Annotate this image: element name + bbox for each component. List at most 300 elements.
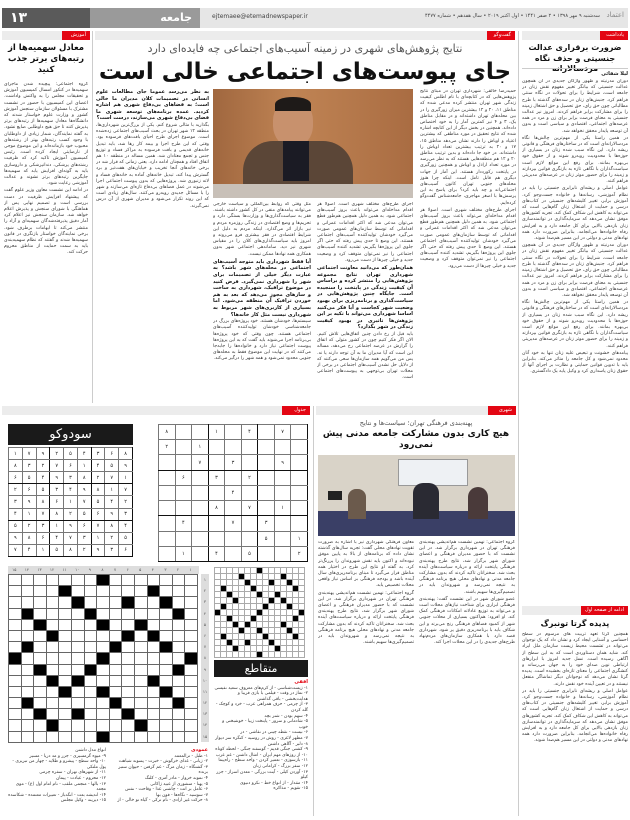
sudoku-cell[interactable]: ۲ bbox=[159, 440, 176, 455]
crossword-cell[interactable] bbox=[97, 698, 110, 709]
sudoku-cell[interactable] bbox=[258, 485, 275, 500]
crossword-cell[interactable] bbox=[71, 664, 84, 675]
crossword-cell[interactable] bbox=[172, 675, 185, 686]
sudoku-cell[interactable]: ۸ bbox=[159, 425, 176, 440]
crossword-cell[interactable] bbox=[97, 709, 110, 720]
sudoku-cell: ۴ bbox=[64, 484, 78, 496]
sudoku-cell[interactable] bbox=[225, 546, 242, 561]
crossword-cell[interactable] bbox=[122, 575, 135, 586]
sudoku-cell[interactable] bbox=[274, 516, 291, 531]
sudoku-cell[interactable] bbox=[192, 485, 209, 500]
sudoku-cell[interactable] bbox=[159, 546, 176, 561]
crossword-cell[interactable] bbox=[71, 720, 84, 731]
crossword-cell[interactable] bbox=[97, 630, 110, 641]
crossword-cell[interactable] bbox=[185, 731, 198, 742]
sudoku-cell: ۴ bbox=[105, 496, 119, 508]
crossword-cell[interactable] bbox=[9, 675, 22, 686]
paragraph: گروه اجتماعی: نهمین نشست هم‌اندیشی پهنه‌بندی فرهنگی تهران در شهرداری برگزار شد. در این نشست که با حضور مدیران فرهنگی و اعضای شورای شهر برگزار شد، نتایج طرح پهنه‌بندی فرهنگی پایتخت ارائه و درباره سیاست‌های آینده بحث شد. سخنرانان تاکید کردند که بدون مشارکت جامعه مدنی و نهادهای محلی هیچ برنامه فرهنگی به نتیجه نمی‌رسد و شهروندان باید در تصمیم‌گیری‌ها سهیم باشند. bbox=[318, 590, 414, 646]
sudoku-cell[interactable] bbox=[274, 440, 291, 455]
sudoku-cell[interactable]: ۸ bbox=[208, 501, 225, 516]
crossword-cell[interactable] bbox=[84, 642, 97, 653]
sudoku-cell[interactable] bbox=[175, 440, 192, 455]
crossword-cell[interactable] bbox=[59, 698, 72, 709]
section-label: ادامه از صفحه اول bbox=[581, 606, 628, 615]
crossword-black-cell bbox=[97, 686, 110, 697]
sudoku-cell[interactable] bbox=[291, 440, 308, 455]
crossword-cell[interactable] bbox=[160, 731, 173, 742]
crossword-cell[interactable] bbox=[71, 686, 84, 697]
sudoku-cell[interactable]: ۲ bbox=[291, 546, 308, 561]
crossword-cell[interactable] bbox=[59, 597, 72, 608]
crossword-cell[interactable] bbox=[109, 675, 122, 686]
sudoku-cell[interactable] bbox=[225, 501, 242, 516]
crossword-cell[interactable] bbox=[84, 686, 97, 697]
crossword-cell[interactable] bbox=[160, 630, 173, 641]
sudoku-cell[interactable] bbox=[258, 470, 275, 485]
crossword-cell[interactable] bbox=[84, 575, 97, 586]
crossword-cell[interactable] bbox=[172, 731, 185, 742]
crossword-cell[interactable] bbox=[34, 608, 47, 619]
crossword-cell[interactable] bbox=[185, 597, 198, 608]
crossword-cell[interactable] bbox=[84, 630, 97, 641]
sudoku-cell: ۴ bbox=[77, 448, 91, 460]
sudoku-cell[interactable] bbox=[241, 516, 258, 531]
clue: ۱۴- اندیشه بعت - انگه‌باز - تعبیرات معتمده - شکاسده bbox=[8, 792, 106, 798]
crossword-cell[interactable] bbox=[122, 653, 135, 664]
sudoku-cell[interactable]: ۱ bbox=[208, 425, 225, 440]
sudoku-cell[interactable] bbox=[225, 470, 242, 485]
crossword-cell[interactable] bbox=[122, 675, 135, 686]
crossword-black-cell bbox=[134, 720, 147, 731]
sudoku-cell[interactable]: ۳ bbox=[225, 455, 242, 470]
crossword-cell[interactable] bbox=[21, 575, 34, 586]
crossword-cell[interactable] bbox=[147, 686, 160, 697]
crossword-cell[interactable] bbox=[21, 597, 34, 608]
crossword-cell[interactable] bbox=[21, 731, 34, 742]
sudoku-cell[interactable] bbox=[159, 531, 176, 546]
sudoku-cell[interactable]: ۷ bbox=[274, 425, 291, 440]
crossword-cell[interactable] bbox=[21, 653, 34, 664]
sudoku-cell[interactable] bbox=[175, 531, 192, 546]
sudoku-cell: ۲ bbox=[36, 460, 50, 472]
crossword-cell[interactable] bbox=[134, 608, 147, 619]
crossword-cell[interactable] bbox=[109, 630, 122, 641]
section-label: گفت‌وگو bbox=[487, 31, 515, 40]
crossword-cell[interactable] bbox=[59, 720, 72, 731]
crossword-cell[interactable] bbox=[147, 653, 160, 664]
crossword-cell[interactable] bbox=[59, 731, 72, 742]
sudoku-cell: ۲ bbox=[91, 472, 105, 484]
crossword-cell[interactable] bbox=[46, 686, 59, 697]
crossword-cell[interactable] bbox=[71, 731, 84, 742]
crossword-cell[interactable] bbox=[122, 642, 135, 653]
crossword-cell[interactable] bbox=[71, 586, 84, 597]
sudoku-cell[interactable] bbox=[291, 501, 308, 516]
sudoku-cell[interactable]: ۴ bbox=[208, 546, 225, 561]
crossword-cell[interactable] bbox=[97, 608, 110, 619]
sudoku-cell[interactable] bbox=[241, 485, 258, 500]
crossword-cell[interactable] bbox=[9, 597, 22, 608]
label-bar-education bbox=[2, 31, 90, 40]
crossword-cell[interactable] bbox=[109, 664, 122, 675]
crossword-cell[interactable] bbox=[84, 675, 97, 686]
crossword-cell[interactable] bbox=[172, 709, 185, 720]
crossword-cell[interactable] bbox=[109, 686, 122, 697]
sudoku-cell[interactable] bbox=[241, 531, 258, 546]
crossword-cell[interactable] bbox=[71, 575, 84, 586]
sudoku-cell: ۲ bbox=[22, 520, 36, 532]
crossword-cell[interactable] bbox=[9, 720, 22, 731]
sudoku-cell[interactable] bbox=[258, 440, 275, 455]
crossword-cell[interactable] bbox=[122, 608, 135, 619]
sudoku-cell[interactable] bbox=[159, 455, 176, 470]
crossword-cell[interactable] bbox=[109, 709, 122, 720]
crossword-cell[interactable] bbox=[71, 630, 84, 641]
crossword-cell[interactable] bbox=[97, 675, 110, 686]
sudoku-cell: ۳ bbox=[91, 448, 105, 460]
sudoku-cell[interactable] bbox=[225, 531, 242, 546]
sudoku-cell[interactable] bbox=[274, 531, 291, 546]
crossword-cell[interactable] bbox=[147, 709, 160, 720]
crossword-cell[interactable] bbox=[97, 642, 110, 653]
crossword-cell[interactable] bbox=[172, 575, 185, 586]
crossword-cell[interactable] bbox=[134, 653, 147, 664]
crossword-cell[interactable] bbox=[147, 698, 160, 709]
sudoku-cell[interactable]: ۹ bbox=[274, 455, 291, 470]
crossword-cell[interactable] bbox=[21, 675, 34, 686]
crossword-cell[interactable] bbox=[109, 575, 122, 586]
sudoku-cell[interactable]: ۴ bbox=[225, 485, 242, 500]
crossword-cell[interactable] bbox=[160, 653, 173, 664]
sudoku-cell[interactable]: ۱ bbox=[291, 531, 308, 546]
crossword-cell[interactable] bbox=[185, 686, 198, 697]
crossword-cell[interactable] bbox=[59, 664, 72, 675]
crossword-cell[interactable] bbox=[9, 731, 22, 742]
sudoku-cell[interactable] bbox=[258, 455, 275, 470]
crossword-cell[interactable] bbox=[59, 608, 72, 619]
crossword-cell[interactable] bbox=[185, 709, 198, 720]
crossword-cell[interactable] bbox=[97, 720, 110, 731]
sudoku-cell[interactable]: ۷ bbox=[225, 516, 242, 531]
sudoku-cell[interactable] bbox=[208, 516, 225, 531]
sudoku-cell[interactable] bbox=[159, 516, 176, 531]
crossword-cell[interactable] bbox=[172, 630, 185, 641]
sudoku-cell[interactable] bbox=[291, 455, 308, 470]
crossword-cell[interactable] bbox=[172, 642, 185, 653]
sudoku-cell[interactable]: ۵ bbox=[258, 531, 275, 546]
crossword-cell[interactable] bbox=[172, 720, 185, 731]
crossword-cell[interactable] bbox=[134, 698, 147, 709]
crossword-cell[interactable] bbox=[172, 597, 185, 608]
sudoku-puzzle-grid[interactable] bbox=[158, 424, 308, 562]
paragraph: گروه اجتماعی: پیچیده شدن ماجرای سهمیه‌ها در کنکور امسال کمیسیون آموزش و تحقیقات مجلس را به واکنش واداشت. اعضای این کمیسیون با حضور در نشست مشترک با مسئولان سازمان سنجش آموزش کشور و وزارت علوم خواستار شدند که دانشگاه‌ها معادل سهمیه‌ها از رتبه‌های برتر پذیرش کنند تا حق هیچ داوطلبی ضایع نشود. به گفته نمایندگان، شمار زیادی از داوطلبان با وجود کسب رتبه‌های بهتر از رشته‌های محبوب خود بازمانده‌اند و این موضوع موجی از نارضایتی ایجاد کرده است. رئیس کمیسیون آموزش تاکید کرد که ظرفیت رشته‌های پزشکی، دندانپزشکی و داروسازی باید به گونه‌ای افزایش یابد که سهمیه‌ها جایگزین رتبه‌های برتر نشوند و عدالت آموزشی رعایت شود. bbox=[4, 82, 88, 187]
crossword-cell[interactable] bbox=[34, 720, 47, 731]
crossword-cell[interactable] bbox=[160, 575, 173, 586]
sudoku-cell[interactable] bbox=[159, 501, 176, 516]
crossword-cell[interactable] bbox=[185, 664, 198, 675]
sudoku-cell[interactable] bbox=[291, 485, 308, 500]
crossword-cell[interactable] bbox=[122, 720, 135, 731]
sudoku-cell[interactable] bbox=[291, 470, 308, 485]
crossword-cell[interactable] bbox=[134, 686, 147, 697]
crossword-cell[interactable] bbox=[109, 586, 122, 597]
sudoku-cell[interactable] bbox=[274, 546, 291, 561]
sudoku-cell[interactable]: ۱ bbox=[175, 546, 192, 561]
crossword-cell[interactable] bbox=[122, 731, 135, 742]
crossword-cell[interactable] bbox=[160, 720, 173, 731]
crossword-cell[interactable] bbox=[9, 630, 22, 641]
crossword-cell[interactable] bbox=[46, 619, 59, 630]
crossword-cell[interactable] bbox=[84, 731, 97, 742]
sudoku-cell[interactable]: ۱ bbox=[274, 501, 291, 516]
crossword-cell[interactable] bbox=[97, 664, 110, 675]
crossword-cell[interactable] bbox=[185, 675, 198, 686]
crossword-cell[interactable] bbox=[21, 664, 34, 675]
crossword-cell[interactable] bbox=[160, 586, 173, 597]
sudoku-cell[interactable] bbox=[258, 546, 275, 561]
crossword-cell[interactable] bbox=[84, 619, 97, 630]
sudoku-cell[interactable] bbox=[159, 470, 176, 485]
sudoku-cell: ۵ bbox=[22, 472, 36, 484]
sudoku-cell[interactable]: ۷ bbox=[241, 501, 258, 516]
crossword-cell[interactable] bbox=[71, 608, 84, 619]
crossword-cell[interactable] bbox=[46, 586, 59, 597]
crossword-cell[interactable] bbox=[59, 709, 72, 720]
crossword-cell[interactable] bbox=[134, 731, 147, 742]
crossword-cell[interactable] bbox=[59, 653, 72, 664]
crossword-cell[interactable] bbox=[59, 575, 72, 586]
crossword-cell[interactable] bbox=[34, 586, 47, 597]
crossword-cell[interactable] bbox=[21, 709, 34, 720]
crossword-cell[interactable] bbox=[34, 686, 47, 697]
sudoku-cell[interactable] bbox=[208, 531, 225, 546]
crossword-cell[interactable] bbox=[59, 675, 72, 686]
crossword-cell[interactable] bbox=[172, 586, 185, 597]
crossword-cell[interactable] bbox=[34, 575, 47, 586]
crossword-cell[interactable] bbox=[9, 698, 22, 709]
sudoku-cell[interactable] bbox=[175, 455, 192, 470]
crossword-cell[interactable] bbox=[46, 642, 59, 653]
sudoku-cell[interactable] bbox=[159, 485, 176, 500]
crossword-cell[interactable] bbox=[147, 575, 160, 586]
crossword-cell[interactable] bbox=[71, 619, 84, 630]
sudoku-cell[interactable]: ۵ bbox=[241, 546, 258, 561]
sudoku-cell[interactable] bbox=[175, 485, 192, 500]
sudoku-cell[interactable] bbox=[192, 516, 209, 531]
crossword-cell[interactable] bbox=[134, 630, 147, 641]
crossword-cell[interactable] bbox=[21, 586, 34, 597]
crossword-cell[interactable] bbox=[134, 675, 147, 686]
crossword-cell[interactable] bbox=[46, 653, 59, 664]
sudoku-cell[interactable] bbox=[175, 425, 192, 440]
crossword-cell[interactable] bbox=[122, 619, 135, 630]
crossword-cell[interactable] bbox=[185, 642, 198, 653]
sudoku-cell[interactable] bbox=[225, 440, 242, 455]
crossword-cell[interactable] bbox=[71, 642, 84, 653]
crossword-cell[interactable] bbox=[21, 630, 34, 641]
clue: انواع مدل داشتن bbox=[75, 748, 106, 753]
crossword-cell[interactable] bbox=[9, 619, 22, 630]
crossword-cell[interactable] bbox=[9, 664, 22, 675]
article-body bbox=[318, 540, 515, 816]
crossword-cell[interactable] bbox=[134, 664, 147, 675]
crossword-cell[interactable] bbox=[147, 642, 160, 653]
crossword-cell[interactable] bbox=[71, 698, 84, 709]
sudoku-cell[interactable] bbox=[175, 501, 192, 516]
sudoku-cell[interactable] bbox=[192, 531, 209, 546]
crossword-cell[interactable] bbox=[34, 630, 47, 641]
sudoku-cell[interactable] bbox=[208, 485, 225, 500]
crossword-cell[interactable] bbox=[46, 664, 59, 675]
crossword-cell[interactable] bbox=[185, 720, 198, 731]
crossword-cell[interactable] bbox=[147, 608, 160, 619]
crossword-cell[interactable] bbox=[21, 720, 34, 731]
crossword-cell[interactable] bbox=[185, 575, 198, 586]
crossword-cell[interactable] bbox=[109, 731, 122, 742]
crossword-cell[interactable] bbox=[109, 608, 122, 619]
crossword-cell[interactable] bbox=[122, 686, 135, 697]
sudoku-cell[interactable] bbox=[192, 470, 209, 485]
crossword-cell[interactable] bbox=[46, 608, 59, 619]
crossword-cell[interactable] bbox=[46, 698, 59, 709]
crossword-cell[interactable] bbox=[46, 731, 59, 742]
crossword-cell[interactable] bbox=[34, 675, 47, 686]
sudoku-cell[interactable]: ۲ bbox=[241, 470, 258, 485]
crossword-cell[interactable] bbox=[34, 653, 47, 664]
crossword-cell[interactable] bbox=[185, 630, 198, 641]
crossword-cell[interactable] bbox=[109, 720, 122, 731]
crossword-cell[interactable] bbox=[122, 586, 135, 597]
sudoku-cell[interactable]: ۳ bbox=[208, 470, 225, 485]
crossword-cell[interactable] bbox=[34, 731, 47, 742]
crossword-cell[interactable] bbox=[160, 619, 173, 630]
crossword-grid[interactable] bbox=[8, 574, 198, 743]
crossword-cell[interactable] bbox=[134, 575, 147, 586]
crossword-cell[interactable] bbox=[160, 608, 173, 619]
crossword-cell[interactable] bbox=[160, 698, 173, 709]
crossword-cell[interactable] bbox=[9, 709, 22, 720]
crossword-cell[interactable] bbox=[46, 709, 59, 720]
crossword-cell[interactable] bbox=[46, 575, 59, 586]
crossword-cell[interactable] bbox=[34, 642, 47, 653]
crossword-cell[interactable] bbox=[84, 698, 97, 709]
crossword-black-cell bbox=[21, 698, 34, 709]
crossword-cell[interactable] bbox=[9, 642, 22, 653]
crossword-cell[interactable] bbox=[147, 720, 160, 731]
crossword-cell[interactable] bbox=[109, 653, 122, 664]
crossword-cell[interactable] bbox=[185, 698, 198, 709]
sudoku-cell[interactable]: ۳ bbox=[258, 516, 275, 531]
crossword-cell[interactable] bbox=[9, 686, 22, 697]
crossword-cell[interactable] bbox=[21, 619, 34, 630]
crossword-cell[interactable] bbox=[147, 619, 160, 630]
crossword-cell[interactable] bbox=[172, 653, 185, 664]
crossword-cell[interactable] bbox=[122, 664, 135, 675]
sudoku-cell[interactable]: ۱ bbox=[192, 440, 209, 455]
sudoku-cell[interactable]: ۷ bbox=[192, 455, 209, 470]
sudoku-cell[interactable] bbox=[208, 440, 225, 455]
crossword-cell[interactable] bbox=[109, 597, 122, 608]
sudoku-cell[interactable] bbox=[291, 425, 308, 440]
crossword-cell[interactable] bbox=[134, 709, 147, 720]
sudoku-cell[interactable] bbox=[241, 455, 258, 470]
sudoku-cell[interactable]: ۴ bbox=[241, 425, 258, 440]
crossword-cell[interactable] bbox=[34, 698, 47, 709]
crossword-cell[interactable] bbox=[59, 642, 72, 653]
crossword-cell[interactable] bbox=[185, 619, 198, 630]
email-link[interactable]: ejtemaee@etemadnewspaper.ir bbox=[212, 13, 308, 20]
sudoku-cell[interactable] bbox=[192, 546, 209, 561]
sudoku-cell: ۷ bbox=[50, 460, 64, 472]
sudoku-cell[interactable] bbox=[258, 425, 275, 440]
crossword-cell[interactable] bbox=[172, 686, 185, 697]
crossword-cell[interactable] bbox=[59, 630, 72, 641]
clue: ۲- زبانی - غذای خرگوش - خبرت - پسوند شباهت bbox=[118, 759, 208, 765]
clue: ۳- از چرمی - حرف همراهی عرب - خرد و کوچک - گله کردن bbox=[215, 702, 308, 713]
sudoku-cell[interactable]: ۶ bbox=[175, 470, 192, 485]
crossword-cell[interactable] bbox=[147, 664, 160, 675]
crossword-cell[interactable] bbox=[160, 664, 173, 675]
crossword-cell[interactable] bbox=[9, 586, 22, 597]
sudoku-cell[interactable] bbox=[274, 470, 291, 485]
crossword-cell[interactable] bbox=[84, 709, 97, 720]
crossword-cell[interactable] bbox=[46, 597, 59, 608]
crossword-black-cell bbox=[97, 653, 110, 664]
crossword-cell[interactable] bbox=[134, 642, 147, 653]
crossword-cell[interactable] bbox=[185, 586, 198, 597]
sudoku-cell[interactable] bbox=[208, 455, 225, 470]
sudoku-cell: ۵ bbox=[105, 460, 119, 472]
crossword-cell[interactable] bbox=[134, 586, 147, 597]
crossword-cell[interactable] bbox=[122, 698, 135, 709]
crossword-cell[interactable] bbox=[84, 720, 97, 731]
crossword-cell[interactable] bbox=[185, 608, 198, 619]
sudoku-cell[interactable] bbox=[225, 425, 242, 440]
crossword-cell[interactable] bbox=[147, 731, 160, 742]
crossword-cell[interactable] bbox=[172, 619, 185, 630]
column-number: ۷ bbox=[113, 567, 117, 572]
paragraph: حمیدرضا خالقی: شهرداری تهران در مبنای نتایج پژوهش‌هایی که در کتابچه‌ای با نام اطلس کیفیت زندگی شهر تهران منتشر کرده مدعی شده که مناطق ۱۱، ۲۰ و ۱۲ بیشترین میزان زورگیری را در بین محله‌های تهران داشته‌اند و در مقابل مناطق یک، ۳ و ۴ نیز کمترین آمار را به خود اختصاص داده‌اند. همچنین در بخش دیگر از این کتابچه اشاره شده که نتایج تحقیق در مورد مناطقی که بیشترین اعتیاد و اوباش را دارند نشان می‌دهد مناطق ۱۵، ۱۷ و ۲۰ به ترتیب بیشترین تعداد اوباش را داشته‌اند. در خود جا داده‌اند و بدین ترتیب مناطق ۲۰ و ۱۲ هم منطقه‌هایی هستند که به نظر می‌رسد در مورد تعداد اراذل و اوباش و همچنین زورگیری در پایتخت رکورددار هستند. این آمار از جهات دیگری هم قابل تامل است. اینکه چرا هنوز محله‌های جنوبی تهران کانون آسیب‌های اجتماعی‌اند و چه باید کرد؟ برای پاسخ به این پرسش‌ها با اصغر مهاجری، جامعه‌شناس گفت‌وگو کرده‌ایم. bbox=[420, 89, 516, 206]
crossword-cell[interactable] bbox=[84, 586, 97, 597]
sudoku-cell[interactable] bbox=[192, 425, 209, 440]
crossword-cell[interactable] bbox=[34, 597, 47, 608]
sudoku-cell[interactable]: ۴ bbox=[175, 516, 192, 531]
sudoku-cell: ۶ bbox=[36, 532, 50, 544]
crossword-cell[interactable] bbox=[71, 653, 84, 664]
crossword-cell[interactable] bbox=[21, 686, 34, 697]
sudoku-cell[interactable] bbox=[192, 501, 209, 516]
crossword-cell[interactable] bbox=[97, 586, 110, 597]
page-number: ۱۳ bbox=[2, 8, 90, 28]
crossword-cell[interactable] bbox=[160, 709, 173, 720]
sudoku-cell[interactable] bbox=[274, 485, 291, 500]
crossword-black-cell bbox=[34, 664, 47, 675]
crossword-cell[interactable] bbox=[9, 608, 22, 619]
sudoku-cell[interactable] bbox=[258, 501, 275, 516]
crossword-cell[interactable] bbox=[160, 675, 173, 686]
sudoku-cell[interactable] bbox=[241, 440, 258, 455]
crossword-cell[interactable] bbox=[84, 653, 97, 664]
crossword-cell[interactable] bbox=[147, 597, 160, 608]
crossword-cell[interactable] bbox=[59, 619, 72, 630]
crossword-cell[interactable] bbox=[134, 597, 147, 608]
clue: ۷- مظهر لاغری - روش در روسیه - کنگره سر دیوار bbox=[215, 735, 308, 741]
crossword-cell[interactable] bbox=[109, 619, 122, 630]
crossword-cell[interactable] bbox=[9, 575, 22, 586]
crossword-cell[interactable] bbox=[97, 597, 110, 608]
crossword-cell[interactable] bbox=[84, 597, 97, 608]
sudoku-cell[interactable] bbox=[291, 516, 308, 531]
